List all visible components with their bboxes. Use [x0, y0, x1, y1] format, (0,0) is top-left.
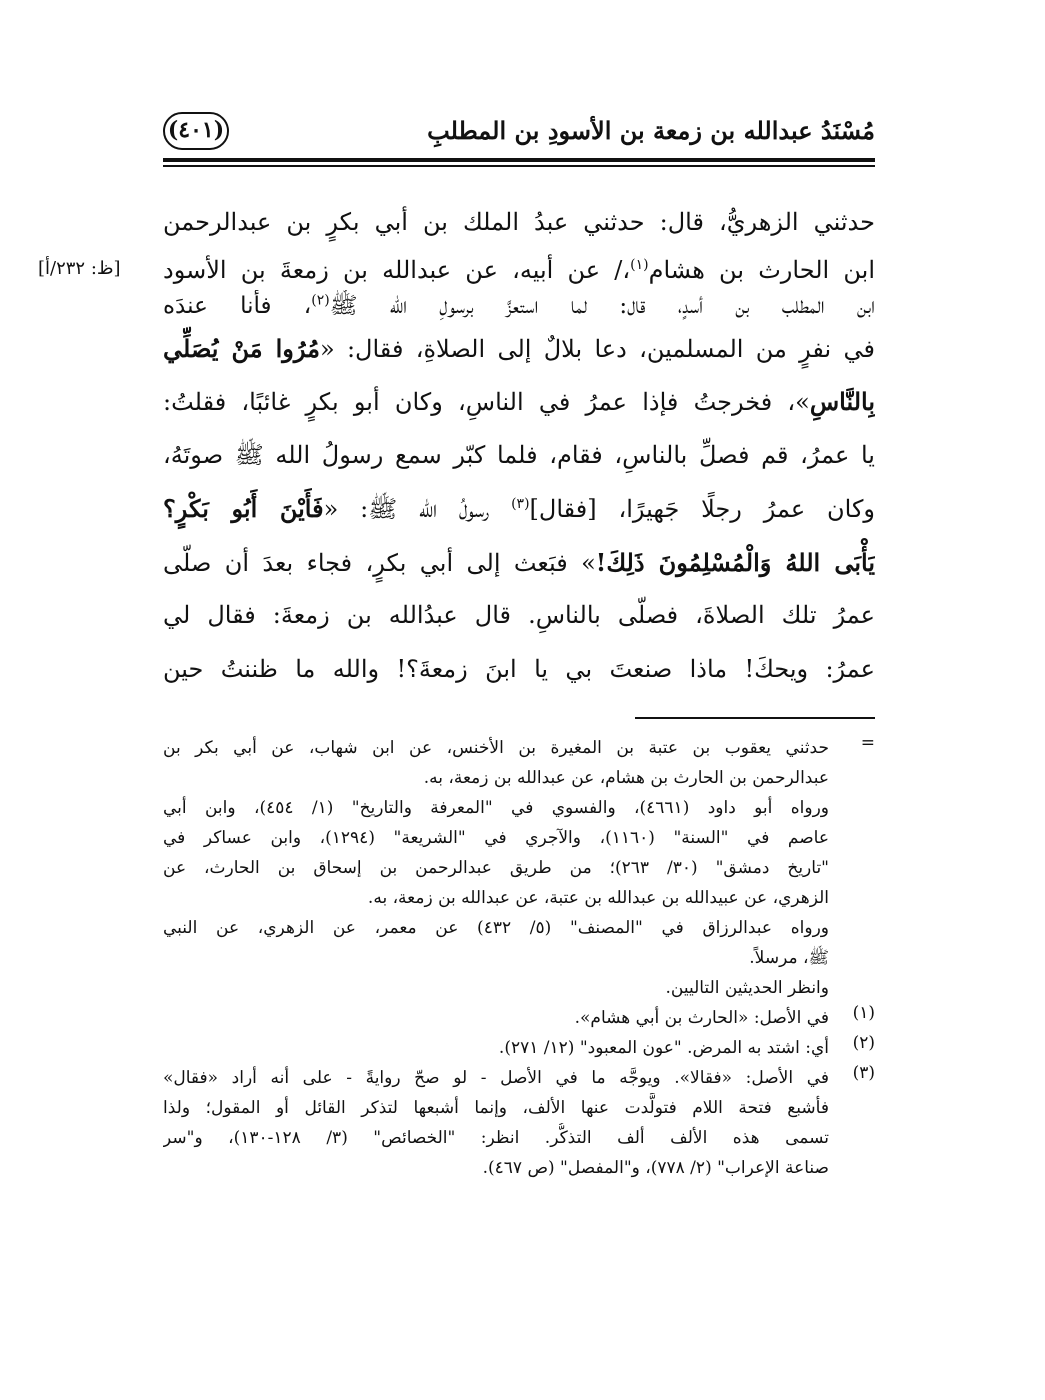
footnote-1 [163, 1003, 875, 1033]
footnote-number: (٢) [852, 1033, 875, 1053]
manuscript-folio-note: [ظ: ٢٣٢/أ] [38, 258, 121, 279]
footnote-line: تسمى هذه الألف ألف التذكُّر. انظر: "الخصائص" (٣/ ١٢٨-١٣٠)، و"سر [163, 1128, 829, 1148]
running-title: مُسْنَدُ عبدالله بن زمعة بن الأسودِ بن المطلبِ [427, 116, 875, 145]
text-line [163, 643, 875, 697]
header-rule-thin [163, 165, 875, 167]
footnote-line: أي: اشتد به المرض. "عون المعبود" (١٢/ ٢٧١). [498, 1038, 829, 1058]
text-span: ابن الحارث بن هشام [648, 255, 875, 284]
footnote-ref[interactable]: (٢) [311, 291, 330, 308]
text-line [163, 429, 875, 483]
text-line [163, 375, 875, 429]
page-number: (٤٠١) [163, 112, 229, 150]
text-line [163, 589, 875, 643]
header-rule-thick [163, 158, 875, 162]
footnote-line: "تاريخ دمشق" (٣٠/ ٢٦٣)؛ من طريق عبدالرحمن بن إسحاق بن الحارث، عن [163, 858, 829, 878]
footnote-ref[interactable]: (٣) [511, 496, 530, 512]
text-span: يا عمرُ، قم فصلِّ بالناسِ، فقام، فلما كبّر سمع رسولُ الله ﷺ صوتَهُ، [163, 440, 875, 469]
footnote-number: (١) [852, 1003, 875, 1023]
text-span: ، فأنا عندَه [163, 292, 312, 319]
text-span: حدثني الزهريُّ، قال: حدثني عبدُ الملك بن أبي بكرٍ بن عبدالرحمن [163, 208, 875, 236]
prophetic-quote: فَأَيْنَ أَبُو بَكْرٍ؟ [163, 494, 324, 523]
footnote-3 [163, 1063, 875, 1183]
footnote-line: فأشبع فتحة اللام فتولَّدت عنها الألف، وإنما أشبعها لتذكر القائل أو المقول؛ ولذا [163, 1098, 829, 1118]
text-line [163, 482, 875, 536]
footnote-line: ﷺ، مرسلاً. [749, 948, 829, 968]
prophetic-quote: يَأْبَى اللهُ وَالْمُسْلِمُونَ ذَلِكَ! [595, 547, 875, 577]
text-line [163, 196, 875, 250]
footnote-line: وانظر الحديثين التاليين. [665, 978, 829, 998]
text-span: في نفرٍ من المسلمين، دعا بلالٌ إلى الصلاةِ، فقال: « [319, 334, 875, 363]
footnote-line: في الأصل: «الحارث بن أبي هشام». [574, 1008, 829, 1028]
text-line [163, 290, 875, 322]
text-span: عمرُ تلك الصلاةَ، فصلّى بالناسِ. قال عبدُالله بن زمعةَ: فقال لي [163, 601, 875, 629]
text-span: »، فخرجتُ فإذا عمرُ في الناسِ، وكان أبو بكرٍ غائبًا، فقلتُ: [163, 388, 810, 416]
footnote-body [163, 1003, 829, 1033]
footnote-line: حدثني يعقوب بن عتبة بن المغيرة بن الأخنس، عن ابن شهاب، عن أبي بكر بن [163, 738, 829, 758]
page-header [163, 108, 875, 158]
footnote-separator [635, 717, 875, 719]
footnote-line: ورواه عبدالرزاق في "المصنف" (٥/ ٤٣٢) عن معمر، عن الزهري، عن النبي [163, 918, 829, 938]
footnote-line: صناعة الإعراب" (٢/ ٧٧٨)، و"المفصل" (ص ٤٦٧). [482, 1158, 829, 1178]
footnote-line: عاصم في "السنة" (١١٦٠)، والآجري في "الشريعة" (١٢٩٤)، وابن عساكر في [163, 828, 829, 848]
text-line [163, 250, 875, 290]
footnote-2 [163, 1033, 875, 1063]
footnote-line: عبدالرحمن بن الحارث بن هشام، عن عبدالله بن زمعة، به. [423, 768, 829, 788]
footnote-body [163, 733, 829, 1003]
footnote-body [163, 1063, 829, 1183]
text-span: عمرُ: ويحكَ! ماذا صنعتَ بي يا ابنَ زمعةَ؟! والله ما ظننتُ حين [163, 654, 875, 683]
footnote-continuation [163, 733, 875, 1003]
prophetic-quote: بِالنَّاسِ [809, 387, 875, 416]
text-span: » فبَعث إلى أبي بكرٍ، فجاء بعدَ أن صلّى [163, 548, 596, 577]
text-span: رسولُ الله ﷺ: « [323, 495, 512, 523]
footnote-number: (٣) [852, 1063, 875, 1083]
continuation-mark: = [860, 733, 875, 753]
footnote-line: الزهري، عن عبيدالله بن عبدالله بن عتبة، عن عبدالله بن زمعة، به. [367, 888, 829, 908]
text-span: ابن المطلب بن أسدٍ، قال: لما استعزَّ برسولِ الله ﷺ [329, 292, 875, 319]
prophetic-quote: مُرُوا مَنْ يُصَلِّي [163, 333, 320, 363]
footnote-body [163, 1033, 829, 1063]
footnote-line: ورواه أبو داود (٤٦٦١)، والفسوي في "المعرفة والتاريخ" (١/ ٤٥٤)، وابن أبي [163, 798, 829, 818]
main-text [163, 196, 875, 696]
footnotes [163, 733, 875, 1183]
text-line [163, 322, 875, 376]
footnote-ref[interactable]: (١) [630, 256, 649, 273]
text-span: وكان عمرُ رجلًا جَهيرًا، [فقال] [529, 495, 875, 523]
text-span: ،/ عن أبيه، عن عبدالله بن زمعةَ بن الأسود [163, 255, 631, 284]
footnote-line: في الأصل: «فقالا». ويوجَّه ما في الأصل - لو صحّ روايةً - على أنه أراد «فقال» [163, 1068, 829, 1088]
text-line [163, 536, 875, 590]
